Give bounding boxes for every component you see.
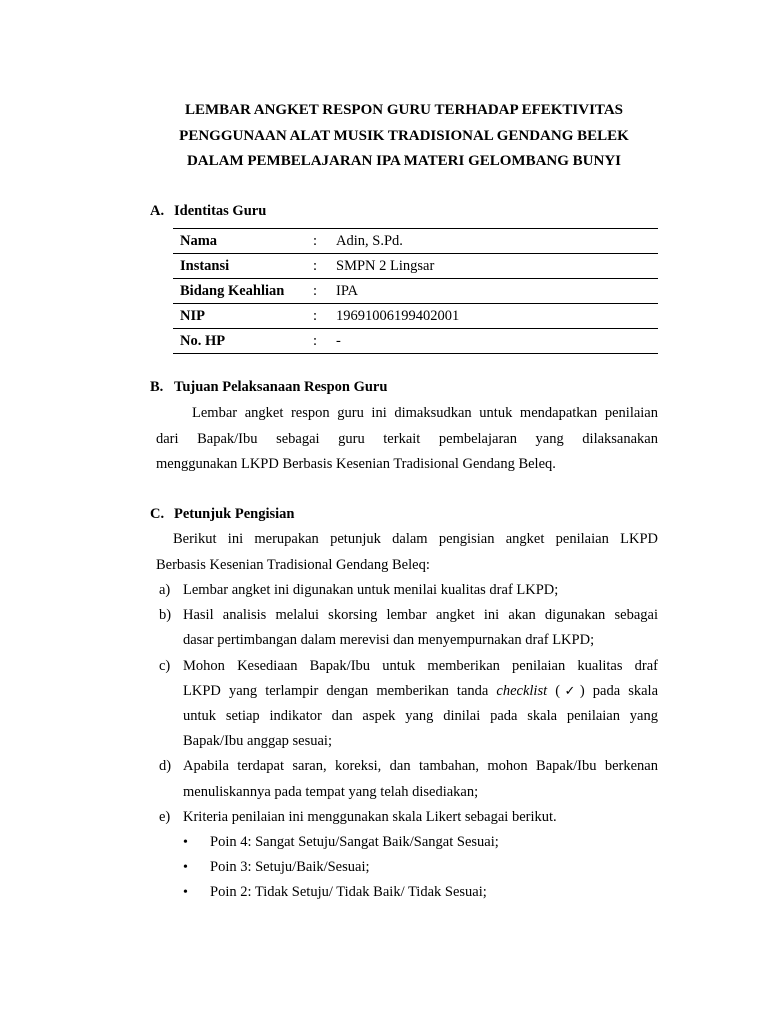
list-marker: d) — [159, 758, 172, 775]
identity-table — [173, 228, 658, 354]
list-marker: e) — [159, 808, 171, 825]
row-label: Bidang Keahlian — [173, 279, 313, 304]
list-item — [156, 578, 658, 603]
section-a-title: Identitas Guru — [174, 203, 267, 219]
list-item — [156, 654, 658, 755]
section-a-letter: A. — [150, 203, 165, 219]
list-item-line: untuk setiap indikator dan aspek yang dinilai pada skala penilaian yang — [183, 708, 658, 725]
checklist-term: checklist — [496, 682, 548, 699]
list-item-line: menuliskannya pada tempat yang telah disediakan; — [183, 783, 479, 800]
table-row — [173, 254, 658, 279]
title-line-2: PENGGUNAAN ALAT MUSIK TRADISIONAL GENDANG BELEK — [179, 127, 629, 144]
section-c-title: Petunjuk Pengisian — [174, 506, 295, 522]
row-separator: : — [313, 304, 336, 329]
paragraph-line: Lembar angket respon guru ini dimaksudkan untuk mendapatkan penilaian — [192, 405, 658, 421]
row-value: - — [336, 329, 658, 354]
list-item-line: Bapak/Ibu anggap sesuai; — [183, 733, 332, 750]
bullet-text: Poin 3: Setuju/Baik/Sesuai; — [210, 859, 370, 876]
list-item — [183, 830, 658, 855]
row-separator: : — [313, 229, 336, 254]
row-value: SMPN 2 Lingsar — [336, 254, 658, 279]
list-item — [156, 603, 658, 653]
open-paren: ( — [555, 682, 561, 699]
instructions-list — [156, 578, 658, 906]
row-value: Adin, S.Pd. — [336, 229, 658, 254]
section-b-title: Tujuan Pelaksanaan Respon Guru — [174, 379, 388, 395]
list-item — [183, 880, 658, 905]
table-row — [173, 279, 658, 304]
list-item-line — [183, 679, 658, 704]
paragraph-line: Berikut ini merupakan petunjuk dalam pengisian angket penilaian LKPD — [173, 531, 658, 547]
list-item — [156, 805, 658, 830]
table-row — [173, 229, 658, 254]
row-value: 19691006199402001 — [336, 304, 658, 329]
section-c-heading — [150, 506, 294, 523]
row-label: Nama — [173, 229, 313, 254]
list-item-line: Kriteria penilaian ini menggunakan skala Likert sebagai berikut. — [183, 808, 557, 825]
table-row — [173, 304, 658, 329]
row-label: NIP — [173, 304, 313, 329]
row-label: No. HP — [173, 329, 313, 354]
list-item — [156, 754, 658, 804]
list-item — [183, 855, 658, 880]
bullet-icon: • — [183, 835, 188, 851]
bullet-text: Poin 2: Tidak Setuju/ Tidak Baik/ Tidak Sesuai; — [210, 884, 487, 901]
section-c-intro — [156, 527, 658, 578]
list-marker: a) — [159, 582, 171, 598]
row-separator: : — [313, 279, 336, 304]
line-text: ) pada skala — [579, 682, 659, 699]
likert-bullet-list — [183, 830, 658, 906]
section-b-heading — [150, 379, 387, 396]
title-line-3: DALAM PEMBELAJARAN IPA MATERI GELOMBANG BUNYI — [186, 153, 622, 169]
checkmark-icon: ✓ — [560, 683, 580, 699]
row-separator: : — [313, 254, 336, 279]
list-marker: c) — [159, 657, 171, 674]
bullet-text: Poin 4: Sangat Setuju/Sangat Baik/Sangat Sesuai; — [210, 834, 499, 851]
table-row — [173, 329, 658, 354]
bullet-icon: • — [183, 885, 188, 901]
title-line-1: LEMBAR ANGKET RESPON GURU TERHADAP EFEKTIVITAS — [185, 102, 623, 118]
list-item-line: Apabila terdapat saran, koreksi, dan tambahan, mohon Bapak/Ibu berkenan — [183, 758, 658, 775]
line-text: LKPD yang terlampir dengan memberikan tanda — [183, 682, 489, 699]
section-a-heading — [150, 203, 266, 220]
paragraph-line: menggunakan LKPD Berbasis Kesenian Tradisional Gendang Beleq. — [156, 456, 556, 472]
list-item-line: Lembar angket ini digunakan untuk menilai kualitas draf LKPD; — [183, 582, 559, 598]
list-item-line: Mohon Kesediaan Bapak/Ibu untuk memberikan penilaian kualitas draf — [183, 657, 658, 674]
section-b-letter: B. — [150, 379, 164, 395]
paragraph-line: Berbasis Kesenian Tradisional Gendang Beleq: — [156, 556, 430, 573]
section-b-paragraph — [156, 401, 658, 478]
bullet-icon: • — [183, 860, 188, 876]
paragraph-line: dari Bapak/Ibu sebagai guru terkait pembelajaran yang dilaksanakan — [156, 430, 658, 447]
list-item-line: Hasil analisis melalui skorsing lembar angket ini akan digunakan sebagai — [183, 607, 658, 624]
document-title — [150, 98, 658, 175]
section-c-letter: C. — [150, 506, 165, 522]
list-marker: b) — [159, 607, 172, 624]
row-value: IPA — [336, 279, 658, 304]
row-separator: : — [313, 329, 336, 354]
list-item-line: dasar pertimbangan dalam merevisi dan menyempurnakan draf LKPD; — [183, 632, 595, 649]
row-label: Instansi — [173, 254, 313, 279]
